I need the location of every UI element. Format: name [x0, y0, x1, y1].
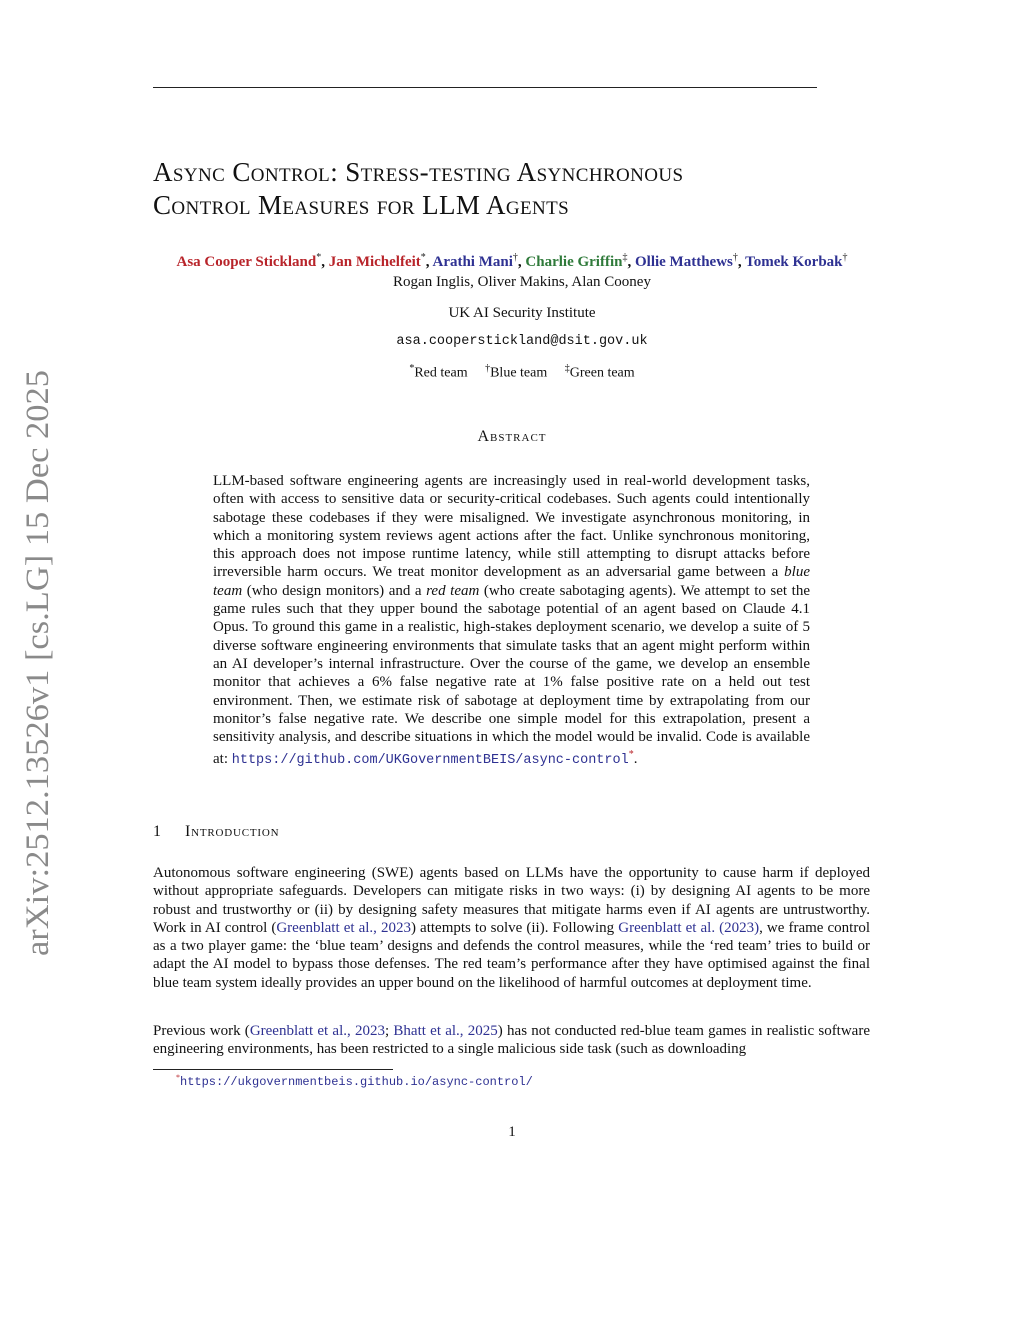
code-link[interactable]: https://github.com/UKGovernmentBEIS/async-control — [231, 753, 629, 769]
author-name[interactable]: Arathi Mani — [432, 254, 513, 270]
team-mark: ‡ — [564, 363, 570, 374]
body-text: ) has not conducted red-blue team games in realistic software engineering environments, has been restricted to a single malicious side task (such as downloading — [153, 1023, 870, 1058]
footnote-link[interactable]: https://ukgovernmentbeis.github.io/async-control/ — [180, 1075, 533, 1089]
header-rule — [153, 87, 817, 88]
section-heading — [153, 823, 279, 841]
author-mark: † — [732, 252, 738, 263]
abstract-text: (who design monitors) and a — [242, 582, 427, 599]
author-mark: † — [842, 252, 848, 263]
contact-email[interactable]: asa.cooperstickland@dsit.gov.uk — [396, 334, 648, 349]
body-text: , we frame control as a two player game: the ‘blue team’ designs and defends the control measures, while the ‘red team’ tries to build or adapt the AI model to bypass those defenses. The red team’s performance after they have optimised against the final blue team system ideally provides an upper bound on the likelihood of harmful outcomes at deployment time. — [153, 919, 871, 991]
arxiv-side-stamp — [8, 370, 60, 956]
citation-link[interactable]: Greenblatt et al., 2023 — [276, 919, 411, 936]
team-mark: * — [409, 363, 415, 374]
team-legend — [0, 359, 1024, 384]
footnote-rule — [153, 1069, 393, 1070]
abstract-emphasis: red team — [426, 582, 480, 599]
author-list: Asa Cooper Stickland*, Jan Michelfeit*, Arathi Mani†, Charlie Griffin‡, Ollie Matthews†, Tomek Korbak† — [176, 252, 848, 270]
team-label: Green team — [569, 365, 635, 381]
arxiv-stamp-text: arXiv:2512.13526v1 [cs.LG] 15 Dec 2025 — [20, 395, 56, 956]
author-name[interactable]: Jan Michelfeit — [328, 254, 421, 270]
author-mark: * — [316, 252, 322, 263]
body-text: Autonomous software engineering (SWE) agents based on LLMs have the opportunity to cause harm if deployed without appropriate safeguards. Developers can mitigate risks in two ways: (i) by designing AI agents to be more robust and trustworthy or (ii) by designing safety measures that mitigate harms even if AI agents are untrustworthy. Work in AI control ( — [153, 865, 870, 936]
team-mark: † — [485, 363, 491, 374]
author-mark: * — [420, 252, 426, 263]
abstract-heading: Abstract — [477, 428, 547, 445]
author-name[interactable]: Asa Cooper Stickland — [176, 254, 317, 270]
abstract-emphasis: blue team — [213, 564, 810, 599]
team-label: Blue team — [490, 365, 548, 381]
page-number: 1 — [508, 1124, 516, 1140]
paper-title-line-1: Async Control: Stress-testing Asynchronous — [153, 157, 684, 187]
abstract-body — [213, 472, 810, 771]
citation-link[interactable]: Greenblatt et al. (2023) — [618, 919, 760, 936]
author-name[interactable]: Tomek Korbak — [745, 254, 843, 270]
body-text: ) attempts to solve (ii). Following — [410, 919, 619, 936]
abstract-text: (who create sabotaging agents). We attempt to set the game rules such that they upper bound the sabotage potential of an agent based on Claude 4.1 Opus. To ground this game in a realistic, high-stakes deployment scenario, we develop a suite of 5 diverse software engineering environments that simulate tasks that an agent might perform within an AI developer’s internal infrastructure. Over the course of the game, we develop an ensemble monitor that achieves a 6% false negative rate at 1% false positive rate on a held out test environment. Then, we estimate risk of sabotage at deployment time by extrapolating from our monitor’s false negative rate. We describe one simple model for this extrapolation, present a sensitivity analysis, and describe situations in which the model would be invalid. Code is available at: — [213, 582, 810, 768]
author-name[interactable]: Ollie Matthews — [634, 254, 733, 270]
footnote — [176, 1073, 533, 1089]
citation-link[interactable]: Greenblatt et al., 2023 — [249, 1023, 385, 1039]
citation-link[interactable]: Bhatt et al., 2025 — [393, 1023, 498, 1039]
paper-title-line-2: Control Measures for LLM Agents — [153, 190, 570, 220]
other-authors: Rogan Inglis, Oliver Makins, Alan Cooney — [393, 274, 651, 290]
author-mark: ‡ — [622, 252, 628, 263]
section-title: Introduction — [185, 823, 280, 840]
body-text: Previous work ( — [153, 1023, 250, 1039]
body-text: ; — [385, 1023, 394, 1039]
intro-paragraph-2 — [153, 1022, 870, 1059]
abstract-end: . — [633, 751, 638, 768]
footnote-ref[interactable]: * — [628, 749, 634, 761]
author-mark: † — [512, 252, 518, 263]
footnote-mark: * — [176, 1073, 180, 1082]
team-label: Red team — [414, 365, 468, 381]
affiliation: UK AI Security Institute — [448, 305, 596, 321]
intro-paragraph-1 — [153, 864, 870, 992]
section-number: 1 — [153, 823, 162, 840]
abstract-text: LLM-based software engineering agents are increasingly used in real-world development tasks, often with access to sensitive data or security-critical codebases. Such agents could intentionally sabotage these codebases if they were misaligned. We investigate asynchronous monitoring, in which a monitoring system reviews agent actions after the fact. Unlike synchronous monitoring, this approach does not impose runtime latency, while still attempting to disrupt attacks before irreversible harm occurs. We treat monitor development as an adversarial game between a — [213, 473, 810, 581]
author-name[interactable]: Charlie Griffin — [525, 254, 623, 270]
